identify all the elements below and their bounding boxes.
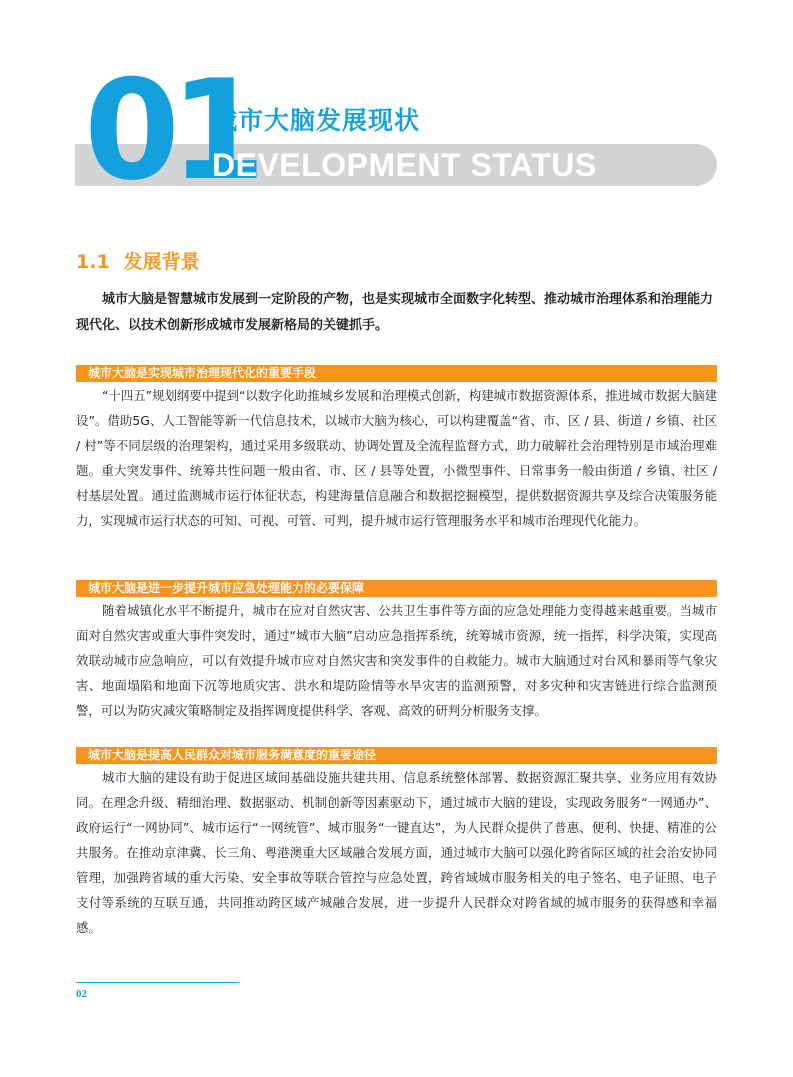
section-number: 1.1 — [76, 251, 110, 273]
subheading-bar: 城市大脑是实现城市治理现代化的重要手段 — [76, 365, 717, 382]
chapter-number: 01 — [84, 50, 257, 211]
chapter-title-en: DEVELOPMENT STATUS — [212, 147, 597, 183]
subheading-bar: 城市大脑是进一步提升城市应急处理能力的必要保障 — [76, 580, 717, 597]
body-paragraph: 城市大脑的建设有助于促进区域间基础设施共建共用、信息系统整体部署、数据资源汇聚共享、业务应用有效协同。在理念升级、精细治理、数据驱动、机制创新等因素驱动下，通过城市大脑的建设，实现政务服务“一网通办”、政府运行“一网协同”、城市运行“一网统管”、城市服务“一键直达”，为人民群众提供了普惠、便利、快捷、精准的公共服务。在推动京津冀、长三角、粤港澳重大区域融合发展方面，通过城市大脑可以强化跨省际区域的社会治安协同管理，加强跨省域的重大污染、安全事故等联合管控与应急处置，跨省域城市服务相关的电子签名、电子证照、电子支付等系统的互联互通，共同推动跨区域产城融合发展，进一步提升人民群众对跨省域的城市服务的获得感和幸福感。 — [76, 770, 717, 935]
lead-paragraph: 城市大脑是智慧城市发展到一定阶段的产物，也是实现城市全面数字化转型、推动城市治理体系和治理能力现代化、以技术创新形成城市发展新格局的关键抓手。 — [76, 292, 714, 333]
body-paragraph: 随着城镇化水平不断提升，城市在应对自然灾害、公共卫生事件等方面的应急处理能力变得越来越重要。当城市面对自然灾害或重大事件突发时，通过“城市大脑”启动应急指挥系统，统筹城市资源，统一指挥，科学决策，实现高效联动城市应急响应，可以有效提升城市应对自然灾害和突发事件的自救能力。城市大脑通过对台风和暴雨等气象灾害、地面塌陷和地面下沉等地质灾害、洪水和堤防险情等水旱灾害的监测预警，对多灾种和灾害链进行综合监测预警，可以为防灾减灾策略制定及指挥调度提供科学、客观、高效的研判分析服务支撑。 — [76, 603, 717, 718]
page-number: 02 — [76, 988, 87, 1000]
chapter-header — [0, 0, 793, 211]
body-paragraph: “十四五”规划纲要中提到“以数字化助推城乡发展和治理模式创新，构建城市数据资源体系，推进城市数据大脑建设”。借助5G、人工智能等新一代信息技术，以城市大脑为核心，可以构建覆盖“省、市、区 / 县、街道 / 乡镇、社区 / 村”等不同层级的治理架构，通过采用多级联动、协调处置及全流程监督方式，助力破解社会治理特别是市域治理难题。重大突发事件、统筹共性问题一般由省、市、区 / 县等处置，小微型事件、日常事务一般由街道 / 乡镇、社区 / 村基层处置。通过监测城市运行体征状态，构建海量信息融合和数据挖掘模型，提供数据资源共享及综合决策服务能力，实现城市运行状态的可知、可视、可管、可判，提升城市运行管理服务水平和城市治理现代化能力。 — [76, 388, 717, 528]
footer-rule — [76, 982, 239, 983]
chapter-title-cn: 城市大脑发展现状 — [212, 106, 421, 135]
subheading-bar: 城市大脑是提高人民群众对城市服务满意度的重要途径 — [76, 747, 717, 764]
section-title-text: 发展背景 — [123, 251, 200, 273]
section-title — [76, 247, 200, 274]
